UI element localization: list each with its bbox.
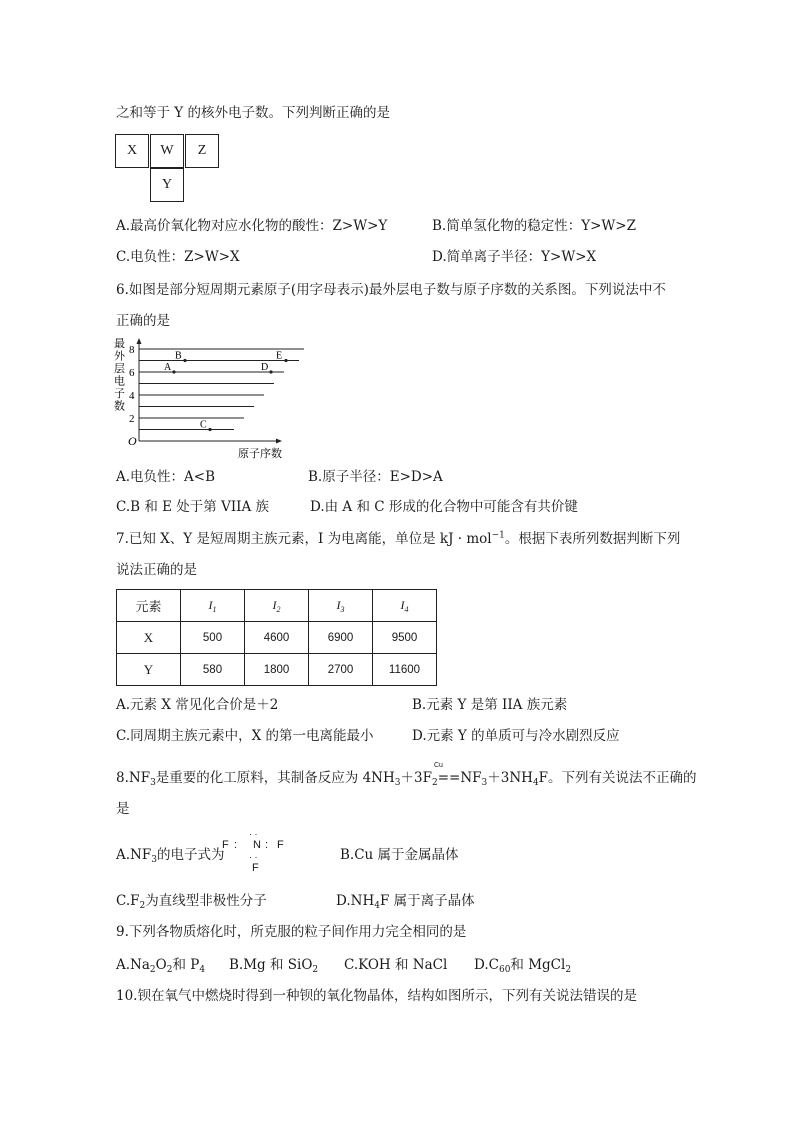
- point-label: B: [175, 350, 182, 362]
- q8-text: ==NF: [437, 770, 482, 786]
- table-cell: X: [117, 622, 181, 654]
- q6-option-d: D.由 A 和 C 形成的化合物中可能含有共价键: [310, 499, 578, 515]
- table-cell: 2700: [309, 654, 373, 686]
- point-label: C: [200, 419, 207, 431]
- y-axis-label: [114, 337, 126, 413]
- point-label: E: [276, 350, 283, 362]
- data-point: [183, 359, 186, 362]
- q9-option-c: C.KOH 和 NaCl: [344, 957, 448, 973]
- header-sub: 4: [404, 604, 409, 614]
- q7-stem-tail: 。根据下表所列数据判断下列: [504, 531, 681, 547]
- q9-sub: 60: [498, 965, 511, 975]
- dot-f-left: F: [222, 839, 229, 851]
- q9-option-a: [116, 955, 205, 975]
- data-point: [284, 359, 287, 362]
- header-i: I: [208, 597, 213, 612]
- nf3-electron-formula: [222, 829, 294, 877]
- q9-sub: 2: [149, 965, 156, 975]
- table-cell: 6900: [309, 622, 373, 654]
- q6-stem-line1: 6.如图是部分短周期元素原子(用字母表示)最外层电子数与原子序数的关系图。下列说法中不: [116, 282, 666, 298]
- q8-text: 8.NF: [116, 770, 151, 786]
- header-i: I: [336, 597, 341, 612]
- table-cell: 1800: [245, 654, 309, 686]
- table-header-cell: [245, 590, 309, 622]
- q8-option-c: [116, 891, 267, 911]
- dot-colon-right: :: [265, 839, 269, 851]
- dot-f-bottom: F: [252, 862, 259, 874]
- y-tick-label: 8: [129, 344, 135, 356]
- q7-option-d: D.元素 Y 的单质可与冷水剧烈反应: [412, 728, 620, 744]
- q8-option-d: [336, 891, 475, 911]
- header-sub: 3: [340, 604, 345, 614]
- q9-option-d: [474, 955, 571, 975]
- table-cell: Y: [117, 654, 181, 686]
- table-row: [117, 622, 437, 654]
- q8-sub: 3: [151, 855, 157, 865]
- q9-a-text: 和 P: [172, 957, 200, 973]
- grid-cell-w: W: [150, 134, 184, 168]
- table-row: [117, 654, 437, 686]
- data-point: [172, 370, 175, 373]
- table-header-cell: [373, 590, 437, 622]
- header-i: I: [272, 597, 277, 612]
- q9-sub: 2: [312, 965, 319, 975]
- header-i: I: [400, 597, 405, 612]
- dot-f-right: F: [277, 839, 284, 851]
- table-cell: 11600: [373, 654, 437, 686]
- q7-stem-line1: [116, 529, 680, 549]
- q6-option-a: A.电负性：A<B: [116, 469, 216, 485]
- q8-text: ＋3F: [400, 770, 432, 786]
- q9-b-text: B.Mg 和 SiO: [229, 957, 313, 973]
- q8-stem-line1: [116, 768, 697, 788]
- y-tick-label: 2: [129, 413, 135, 425]
- y-axis-label-char: 数: [114, 399, 125, 413]
- y-tick-label: 4: [129, 390, 135, 402]
- data-point: [269, 370, 272, 373]
- q7-option-c: C.同周期主族元素中，X 的第一电离能最小: [116, 728, 374, 744]
- q9-d-text: D.C: [474, 957, 499, 973]
- q8-stem-line2: 是: [116, 801, 130, 817]
- q10-stem: 10.钡在氧气中燃烧时得到一种钡的氧化物晶体，结构如图所示，下列有关说法错误的是: [116, 988, 637, 1004]
- catalyst-label: Cu: [434, 762, 443, 769]
- dot-n: N: [253, 839, 261, 851]
- q9-stem: 9.下列各物质熔化时，所克服的粒子间作用力完全相同的是: [116, 924, 467, 940]
- q7-option-b: B.元素 Y 是第 IIA 族元素: [412, 697, 568, 713]
- q8-sub: 3: [150, 778, 156, 788]
- y-tick-label: 6: [129, 367, 135, 379]
- x-axis-arrow: [276, 439, 282, 444]
- dot-pair-top: · ·: [249, 829, 258, 839]
- table-cell: 500: [181, 622, 245, 654]
- y-axis-label-char: 层: [114, 362, 125, 375]
- table-cell: 580: [181, 654, 245, 686]
- table-header-cell: 元素: [117, 590, 181, 622]
- q9-d-text: 和 MgCl: [510, 957, 566, 973]
- q8-text: 是重要的化工原料，其制备反应为 4NH: [155, 770, 395, 786]
- x-axis-label: 原子序数: [238, 447, 282, 460]
- q9-sub: 2: [565, 965, 572, 975]
- dot-colon-left: :: [234, 839, 238, 851]
- y-axis-label-char: 电: [114, 374, 125, 388]
- q7-option-a: A.元素 X 常见化合价是＋2: [116, 697, 279, 713]
- q8-sub: 2: [139, 901, 146, 911]
- intro-line: 之和等于 Y 的核外电子数。下列判断正确的是: [116, 105, 390, 121]
- q5-option-d: D.简单离子半径：Y>W>X: [432, 249, 597, 265]
- ionization-table: [116, 589, 437, 686]
- q8-text: F。下列有关说法不正确的: [538, 770, 697, 786]
- q9-sub: 2: [166, 965, 173, 975]
- q6-option-c: C.B 和 E 处于第 VIIA 族: [116, 499, 270, 515]
- grid-cell-x: X: [115, 134, 149, 168]
- point-label: A: [164, 362, 172, 373]
- q7-stem-line2: 说法正确的是: [116, 562, 197, 578]
- point-label: D: [261, 362, 269, 373]
- q6-stem-line2: 正确的是: [116, 313, 170, 329]
- outer-electron-chart: [110, 336, 310, 460]
- q8-a-text: 的电子式为: [156, 847, 225, 863]
- table-cell: 4600: [245, 622, 309, 654]
- q6-option-b: B.原子半径：E>D>A: [308, 469, 443, 485]
- q8-option-a: [116, 845, 224, 865]
- q9-a-text: A.Na: [116, 957, 150, 973]
- q8-d-text: F 属于离子晶体: [379, 893, 475, 909]
- q8-option-b: B.Cu 属于金属晶体: [340, 847, 459, 863]
- q8-a-text: A.NF: [116, 847, 152, 863]
- q5-option-a: A.最高价氧化物对应水化物的酸性：Z>W>Y: [116, 218, 388, 234]
- q9-sub: 4: [199, 965, 206, 975]
- dot-pair-bottom: · ·: [249, 852, 258, 862]
- q7-stem-sup: −1: [491, 530, 505, 541]
- table-header-cell: [181, 590, 245, 622]
- table-cell: 9500: [373, 622, 437, 654]
- y-axis-label-char: 子: [114, 387, 125, 400]
- q8-sub: 4: [374, 901, 380, 911]
- grid-cell-z: Z: [185, 134, 219, 168]
- q9-option-b: [229, 955, 318, 975]
- q8-sub: 2: [431, 778, 438, 788]
- origin-label: O: [128, 434, 137, 448]
- q9-a-text: O: [155, 957, 167, 973]
- q8-c-text: 为直线型非极性分子: [145, 893, 267, 909]
- data-point: [208, 428, 211, 431]
- q8-text: ＋3NH: [487, 770, 533, 786]
- q8-sub: 4: [532, 778, 539, 788]
- header-sub: 2: [276, 604, 281, 614]
- table-header-cell: [309, 590, 373, 622]
- q5-option-b: B.简单氢化物的稳定性：Y>W>Z: [432, 218, 637, 234]
- q7-stem-text: 7.已知 X、Y 是短周期主族元素，I 为电离能，单位是 kJ · mol: [116, 531, 492, 547]
- y-axis-label-char: 外: [114, 349, 125, 363]
- q8-c-text: C.F: [116, 893, 140, 909]
- y-axis-label-char: 最: [114, 337, 125, 350]
- grid-cell-y: Y: [150, 168, 184, 202]
- header-sub: 1: [212, 604, 217, 614]
- q8-sub: 3: [481, 778, 488, 788]
- y-axis-arrow: [137, 338, 142, 344]
- q8-sub: 3: [394, 778, 401, 788]
- table-header-row: [117, 590, 437, 622]
- q8-d-text: D.NH: [336, 893, 375, 909]
- q5-option-c: C.电负性：Z>W>X: [116, 249, 240, 265]
